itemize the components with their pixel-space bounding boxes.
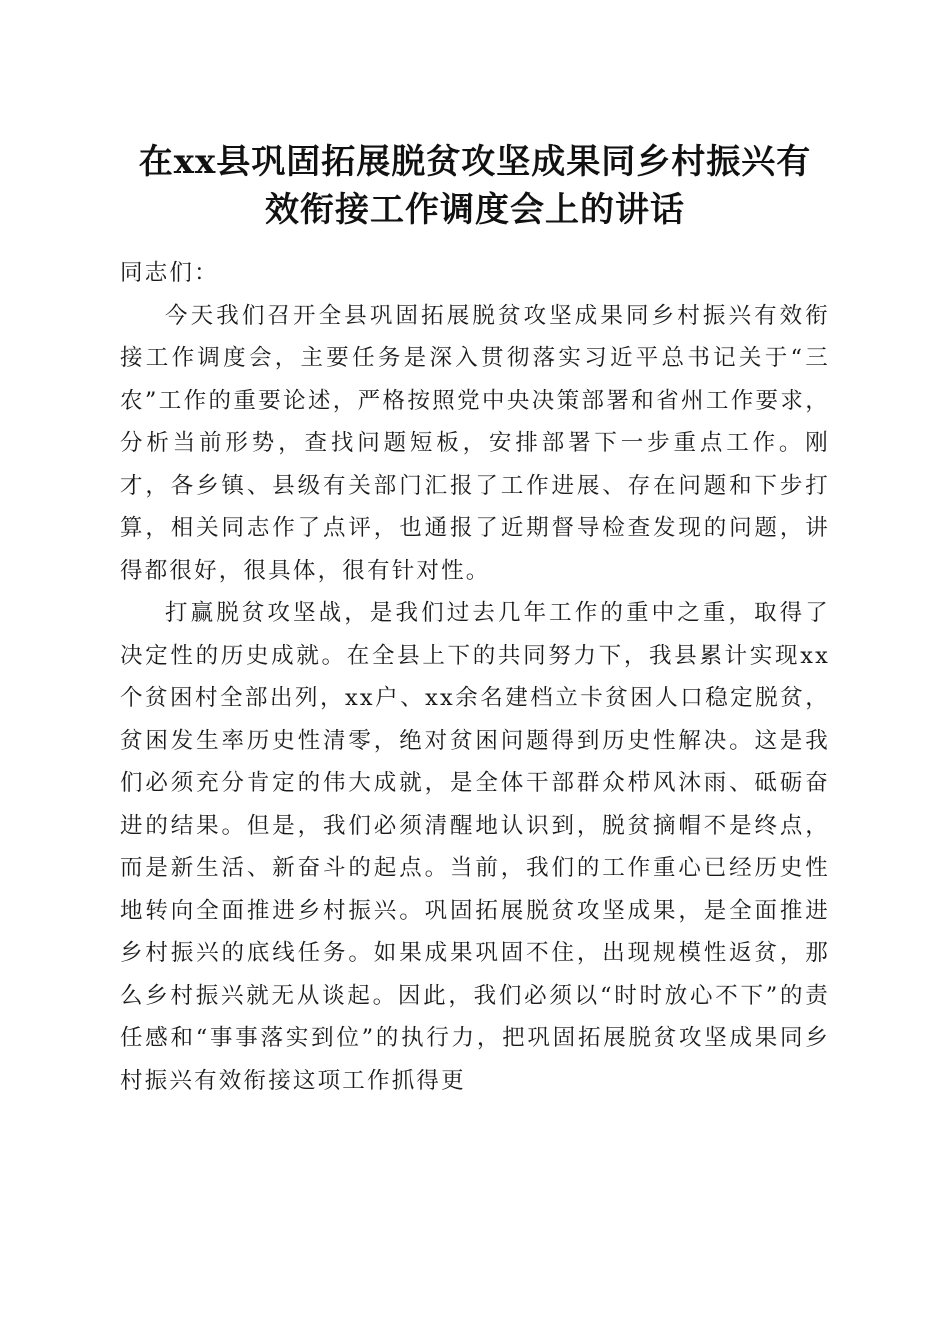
document-title bbox=[95, 138, 855, 234]
title-line-1: 在xx县巩固拓展脱贫攻坚成果同乡村振兴有 bbox=[138, 142, 812, 182]
paragraph-1: 今天我们召开全县巩固拓展脱贫攻坚成果同乡村振兴有效衔接工作调度会，主要任务是深入贯彻落实习近平总书记关于“三农”工作的重要论述，严格按照党中央决策部署和省州工作要求，分析当前形势，查找问题短板，安排部署下一步重点工作。刚才，各乡镇、县级有关部门汇报了工作进展、存在问题和下步打算，相关同志作了点评，也通报了近期督导检查发现的问题，讲得都很好，很具体，很有针对性。 bbox=[120, 302, 830, 584]
salutation: 同志们： bbox=[120, 260, 219, 286]
paragraph-2: 打赢脱贫攻坚战，是我们过去几年工作的重中之重，取得了决定性的历史成就。在全县上下的共同努力下，我县累计实现xx个贫困村全部出列，xx户、xx余名建档立卡贫困人口稳定脱贫，贫困发生率历史性清零，绝对贫困问题得到历史性解决。这是我们必须充分肯定的伟大成就，是全体干部群众栉风沐雨、砥砺奋进的结果。但是，我们必须清醒地认识到，脱贫摘帽不是终点，而是新生活、新奋斗的起点。当前，我们的工作重心已经历史性地转向全面推进乡村振兴。巩固拓展脱贫攻坚成果，是全面推进乡村振兴的底线任务。如果成果巩固不住，出现规模性返贫，那么乡村振兴就无从谈起。因此，我们必须以“时时放心不下”的责任感和“事事落实到位”的执行力，把巩固拓展脱贫攻坚成果同乡村振兴有效衔接这项工作抓得更 bbox=[120, 600, 830, 1094]
document-body bbox=[120, 252, 830, 1102]
title-line-2: 效衔接工作调度会上的讲话 bbox=[265, 190, 685, 230]
